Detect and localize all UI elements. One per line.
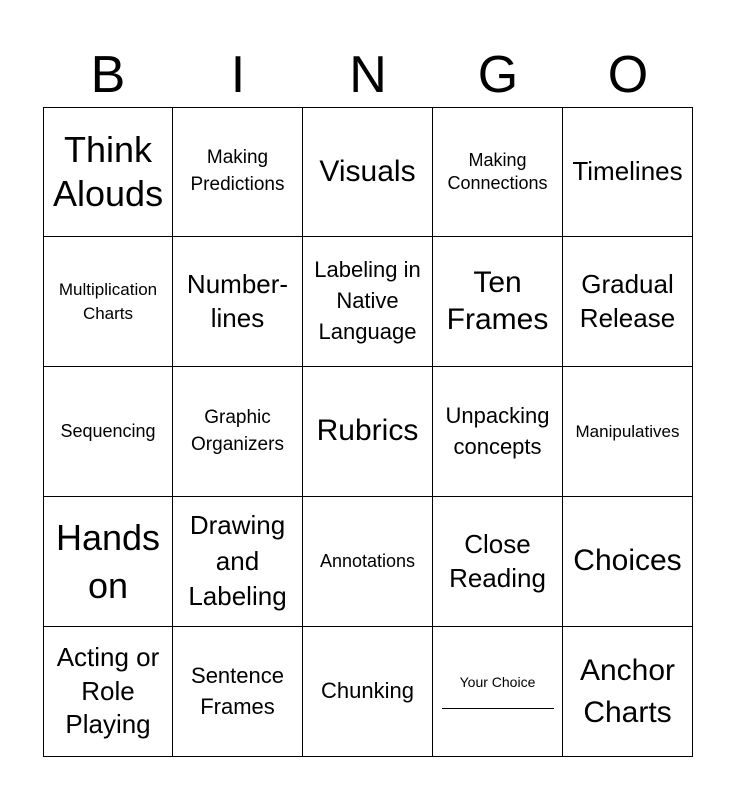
cell-text: Chunking bbox=[321, 678, 414, 704]
cell-text: Close Reading bbox=[449, 528, 546, 593]
cell-text: Making Connections bbox=[447, 149, 548, 193]
cell-text: Making Predictions bbox=[190, 147, 285, 195]
bingo-cell[interactable] bbox=[43, 627, 173, 757]
cell-text: Annotations bbox=[319, 550, 416, 571]
cell-text: Number-lines bbox=[186, 268, 289, 333]
bingo-cell[interactable] bbox=[303, 237, 433, 367]
cell-text: Multiplication Charts bbox=[58, 279, 158, 323]
cell-text: Sentence Frames bbox=[191, 662, 284, 719]
bingo-cell[interactable] bbox=[173, 237, 303, 367]
bingo-cell[interactable] bbox=[173, 367, 303, 497]
cell-text: Sequencing bbox=[60, 420, 156, 441]
bingo-cell[interactable] bbox=[303, 367, 433, 497]
cell-text: Manipulatives bbox=[575, 421, 680, 441]
bingo-cell[interactable] bbox=[563, 497, 693, 627]
cell-text: Timelines bbox=[572, 156, 683, 187]
your-choice-cell[interactable] bbox=[433, 627, 563, 757]
bingo-cell[interactable] bbox=[563, 107, 693, 237]
cell-text: Rubrics bbox=[316, 414, 419, 448]
header-letter-n: N bbox=[349, 46, 387, 104]
header-letter-i: I bbox=[230, 46, 246, 104]
bingo-cell[interactable] bbox=[43, 237, 173, 367]
bingo-cell[interactable] bbox=[173, 627, 303, 757]
header-letter-o: O bbox=[607, 46, 649, 104]
cell-text: Labeling in Native Language bbox=[314, 257, 421, 344]
bingo-cell[interactable] bbox=[433, 237, 563, 367]
header-letter-b: B bbox=[90, 46, 126, 104]
bingo-cell[interactable] bbox=[563, 367, 693, 497]
cell-text: Unpacking concepts bbox=[445, 402, 550, 459]
cell-text: Hands on bbox=[55, 516, 161, 606]
bingo-cell[interactable] bbox=[433, 497, 563, 627]
write-in-line bbox=[442, 708, 554, 709]
bingo-cell[interactable] bbox=[433, 107, 563, 237]
cell-text: Anchor Charts bbox=[579, 654, 676, 729]
bingo-header bbox=[43, 44, 693, 106]
bingo-cell[interactable] bbox=[303, 627, 433, 757]
cell-text: Graphic Organizers bbox=[191, 406, 284, 455]
cell-text: Think Alouds bbox=[53, 129, 164, 214]
cell-text: Gradual Release bbox=[579, 268, 676, 333]
cell-text: Visuals bbox=[319, 154, 416, 188]
bingo-cell[interactable] bbox=[303, 107, 433, 237]
bingo-cell[interactable] bbox=[433, 367, 563, 497]
cell-text: Ten Frames bbox=[446, 265, 549, 336]
bingo-cell[interactable] bbox=[43, 367, 173, 497]
bingo-cell[interactable] bbox=[43, 497, 173, 627]
your-choice-label: Your Choice bbox=[459, 674, 536, 691]
cell-text: Drawing and Labeling bbox=[188, 509, 287, 612]
bingo-cell[interactable] bbox=[303, 497, 433, 627]
bingo-cell[interactable] bbox=[563, 627, 693, 757]
cell-text: Choices bbox=[573, 544, 682, 578]
bingo-cell[interactable] bbox=[43, 107, 173, 237]
bingo-cell[interactable] bbox=[173, 497, 303, 627]
cell-text: Acting or Role Playing bbox=[56, 641, 160, 740]
your-choice-wrap bbox=[437, 674, 558, 709]
header-letter-g: G bbox=[477, 46, 519, 104]
bingo-cell[interactable] bbox=[563, 237, 693, 367]
bingo-grid bbox=[43, 107, 693, 757]
bingo-cell[interactable] bbox=[173, 107, 303, 237]
